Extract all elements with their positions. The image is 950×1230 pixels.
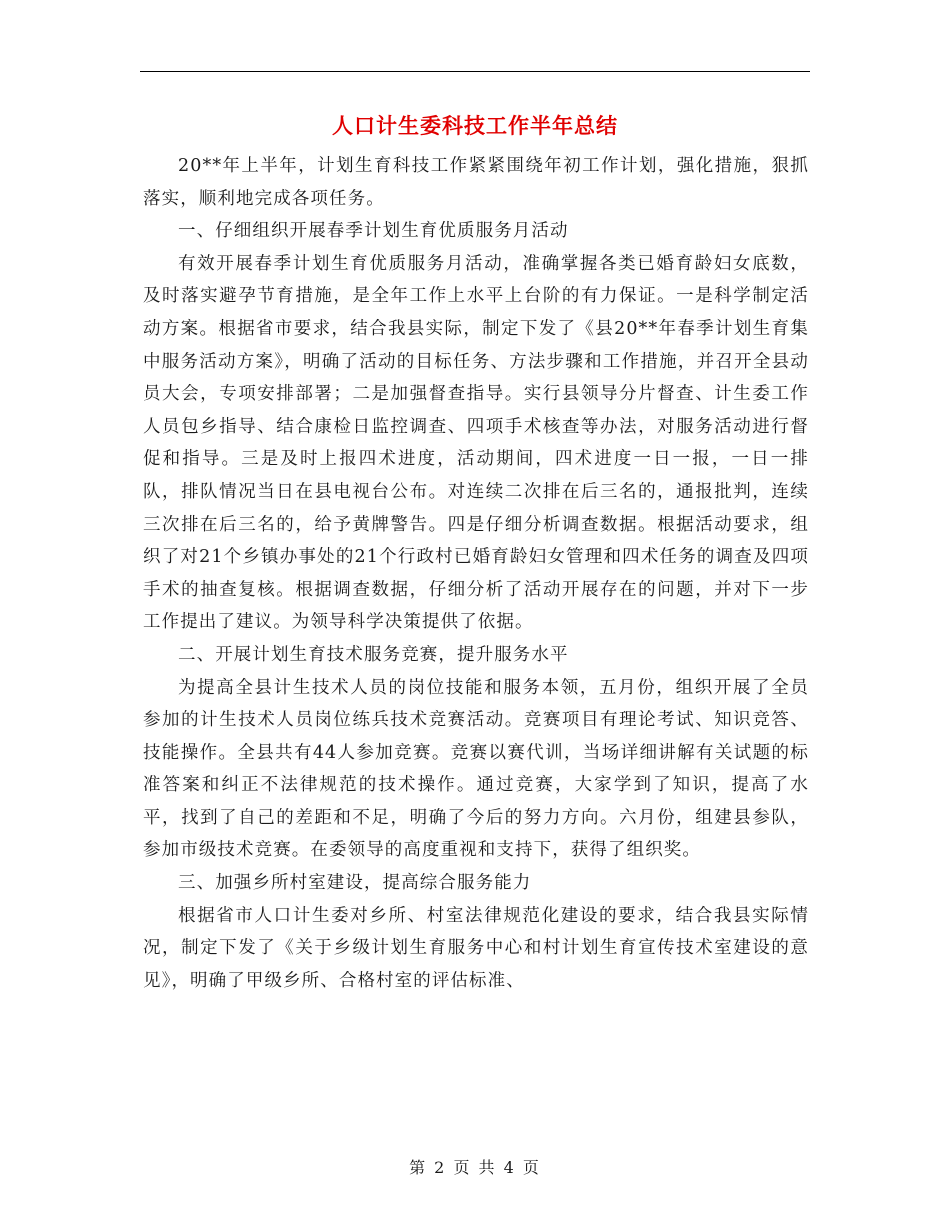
section-heading-2: 二、开展计划生育技术服务竞赛，提升服务水平 <box>178 644 569 665</box>
section-heading-1: 一、仔细组织开展春季计划生育优质服务月活动 <box>178 221 569 242</box>
document-body <box>143 150 809 997</box>
section-2-paragraph: 为提高全县计生技术人员的岗位技能和服务本领，五月份，组织开展了全员参加的计生技术人员岗位练兵技术竞赛活动。竞赛项目有理论考试、知识竞答、技能操作。全县共有44人参加竞赛。竞赛以赛代训，当场详细讲解有关试题的标准答案和纠正不法律规范的技术操作。通过竞赛，大家学到了知识，提高了水平，找到了自己的差距和不足，明确了今后的努力方向。六月份，组建县参队，参加市级技术竞赛。在委领导的高度重视和支持下，获得了组织奖。 <box>143 677 809 861</box>
intro-paragraph: 20**年上半年，计划生育科技工作紧紧围绕年初工作计划，强化措施，狠抓落实，顺利地完成各项任务。 <box>143 156 809 209</box>
section-1-paragraph: 有效开展春季计划生育优质服务月活动，准确掌握各类已婚育龄妇女底数，及时落实避孕节育措施，是全年工作上水平上台阶的有力保证。一是科学制定活动方案。根据省市要求，结合我县实际，制定下发了《县20**年春季计划生育集中服务活动方案》，明确了活动的目标任务、方法步骤和工作措施，并召开全县动员大会，专项安排部署；二是加强督查指导。实行县领导分片督查、计生委工作人员包乡指导、结合康检日监控调查、四项手术核查等办法，对服务活动进行督促和指导。三是及时上报四术进度，活动期间，四术进度一日一报，一日一排队，排队情况当日在县电视台公布。对连续二次排在后三名的，通报批判，连续三次排在后三名的，给予黄牌警告。四是仔细分析调查数据。根据活动要求，组织了对21个乡镇办事处的21个行政村已婚育龄妇女管理和四术任务的调查及四项手术的抽查复核。根据调查数据，仔细分析了活动开展存在的问题，并对下一步工作提出了建议。为领导科学决策提供了依据。 <box>143 253 809 633</box>
page-number-footer: 第 2 页 共 4 页 <box>409 1158 541 1177</box>
section-heading-3: 三、加强乡所村室建设，提高综合服务能力 <box>178 873 532 894</box>
header-rule <box>140 71 810 72</box>
section-3-paragraph: 根据省市人口计生委对乡所、村室法律规范化建设的要求，结合我县实际情况，制定下发了《关于乡级计划生育服务中心和村计划生育宣传技术室建设的意见》，明确了甲级乡所、合格村室的评估标准、 <box>143 905 809 991</box>
document-title: 人口计生委科技工作半年总结 <box>332 113 618 138</box>
